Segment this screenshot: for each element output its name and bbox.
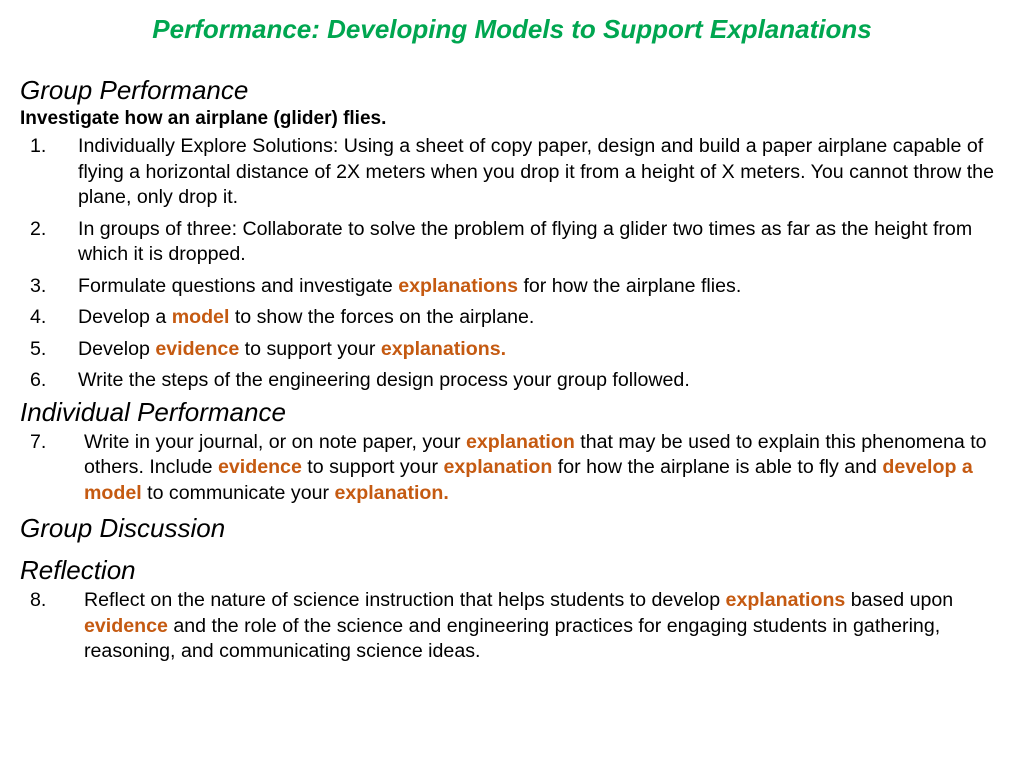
list-item-text: for how the airplane is able to fly and [552, 456, 883, 478]
list-item [20, 134, 1016, 211]
highlighted-term: explanation. [334, 481, 449, 504]
group-performance-subheading: Investigate how an airplane (glider) flies. [20, 108, 387, 129]
highlighted-term: explanations. [380, 337, 507, 360]
list-item-number: 3. [30, 274, 47, 297]
reflection-list [20, 588, 1016, 665]
individual-performance-heading: Individual Performance [20, 396, 286, 427]
list-item-text: Write in your journal, or on note paper, your [84, 430, 466, 453]
list-item-number: 6. [30, 369, 47, 391]
list-item-text: Formulate questions and investigate [78, 274, 399, 297]
list-item [20, 274, 1016, 300]
highlighted-term: explanations [398, 274, 518, 297]
highlighted-term: evidence [217, 456, 302, 478]
list-item-text: to show the forces on the airplane. [229, 306, 535, 328]
slide-content [20, 74, 1016, 671]
list-item-number: 5. [30, 337, 47, 360]
group-performance-heading: Group Performance [20, 75, 249, 105]
highlighted-term: explanation [465, 430, 575, 453]
list-item-number: 1. [30, 135, 47, 157]
list-item-text: Develop [78, 337, 156, 360]
highlighted-term: explanation [443, 456, 553, 478]
highlighted-term: evidence [155, 337, 240, 360]
list-item-number: 4. [30, 306, 47, 328]
list-item-text: Write the steps of the engineering design process your group followed. [78, 369, 690, 391]
list-item [20, 430, 1016, 507]
highlighted-term: explanations [725, 589, 846, 611]
list-item [20, 368, 1016, 394]
list-item-text: Individually Explore Solutions: Using a sheet of copy paper, design and build a paper airplane capable of flying a horizontal distance of 2X meters when you drop it from a height of X meters. You cannot throw the plane, only drop it. [78, 135, 994, 208]
list-item-text: for how the airplane flies. [518, 274, 742, 297]
list-item-text: to support your [239, 337, 381, 360]
list-item-number: 7. [30, 430, 47, 453]
list-item-number: 8. [30, 589, 47, 611]
list-item-text: In groups of three: Collaborate to solve the problem of flying a glider two times as far as the height from which it is dropped. [78, 217, 973, 265]
highlighted-term: evidence [84, 614, 168, 637]
list-item-text: Develop a [78, 306, 172, 328]
highlighted-term: develop a model [84, 456, 973, 504]
reflection-heading: Reflection [20, 555, 136, 585]
list-item [20, 217, 1016, 268]
list-item-text: to support your [301, 456, 444, 478]
list-item-text: based upon [845, 589, 954, 611]
list-item [20, 305, 1016, 331]
slide-title: Performance: Developing Models to Support Explanations [152, 14, 872, 44]
list-item-number: 2. [30, 217, 47, 240]
list-item [20, 588, 1016, 665]
list-item-text: Reflect on the nature of science instruction that helps students to develop [84, 589, 726, 611]
group-performance-list [20, 134, 1016, 394]
list-item-text: and the role of the science and engineering practices for engaging students in gathering, reasoning, and communicating science ideas. [84, 614, 941, 662]
list-item-text: that may be used to explain this phenomena to others. Include [84, 430, 987, 478]
group-discussion-heading: Group Discussion [20, 513, 226, 543]
list-item [20, 337, 1016, 363]
highlighted-term: model [171, 306, 230, 328]
individual-performance-list [20, 430, 1016, 507]
list-item-text: to communicate your [141, 481, 335, 504]
